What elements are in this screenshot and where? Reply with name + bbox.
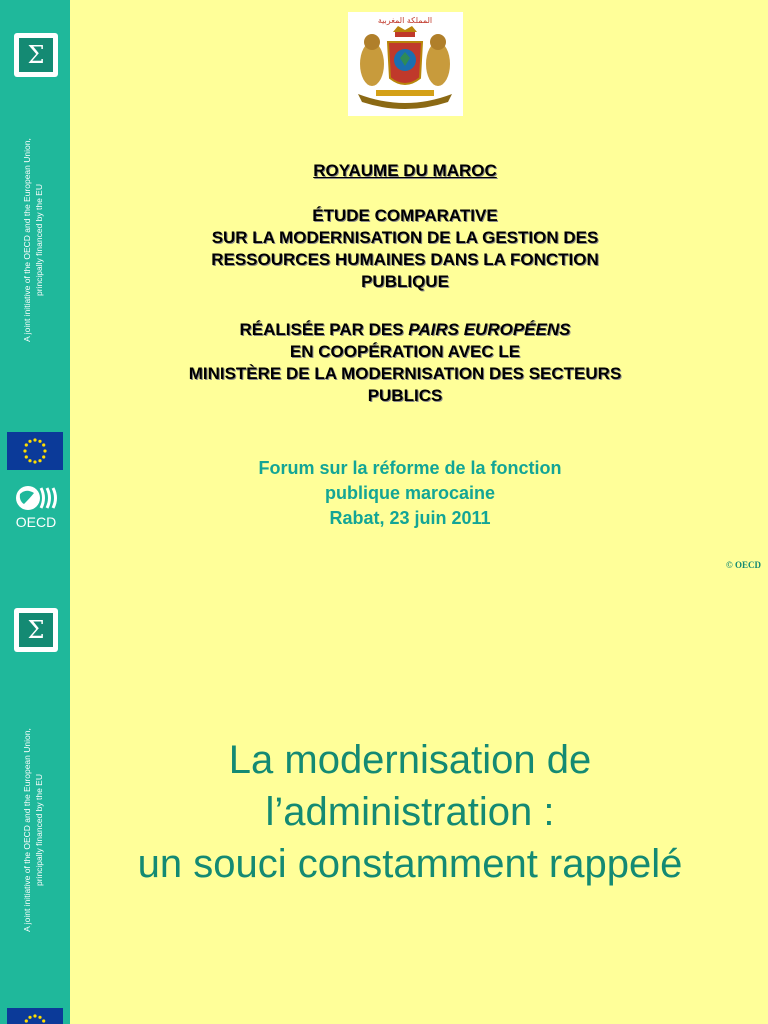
slide-2 — [0, 588, 768, 1024]
eu-flag-icon — [7, 432, 63, 470]
copyright: © OECD — [726, 560, 761, 570]
sigma-logo-icon: Σ — [14, 33, 58, 77]
peers-emphasis: PAIRS EUROPÉENS — [408, 320, 571, 339]
coat-of-arms-text: المملكة المغربية — [377, 16, 433, 25]
sigma-logo-icon: Σ — [14, 608, 58, 652]
country-heading: ROYAUME DU MAROC — [313, 161, 497, 180]
cooperation-block: RÉALISÉE PAR DES PAIRS EUROPÉENS EN COOPÉRATION AVEC LE MINISTÈRE DE LA MODERNISATION DES SECTEURS PUBLICS — [188, 320, 622, 405]
slide-title: La modernisation de l’administration : un souci constamment rappelé — [137, 738, 683, 886]
oecd-logo-icon — [8, 480, 64, 532]
coat-of-arms-icon — [348, 12, 463, 116]
forum-info: Forum sur la réforme de la fonction publique marocaine Rabat, 23 juin 2011 — [258, 458, 562, 528]
study-title: ÉTUDE COMPARATIVE SUR LA MODERNISATION DE LA GESTION DES RESSOURCES HUMAINES DANS LA FONCTION PUBLIQUE — [211, 206, 599, 291]
sidebar-disclaimer: A joint initiative of the OECD and the European Union, principally financed by the EU — [22, 138, 44, 342]
eu-stars — [7, 432, 63, 470]
eu-flag-icon — [7, 1008, 63, 1024]
sidebar-disclaimer: A joint initiative of the OECD and the European Union, principally financed by the EU — [22, 728, 44, 932]
sidebar — [0, 0, 70, 588]
sidebar — [0, 588, 70, 1024]
oecd-label: OECD — [15, 514, 57, 530]
